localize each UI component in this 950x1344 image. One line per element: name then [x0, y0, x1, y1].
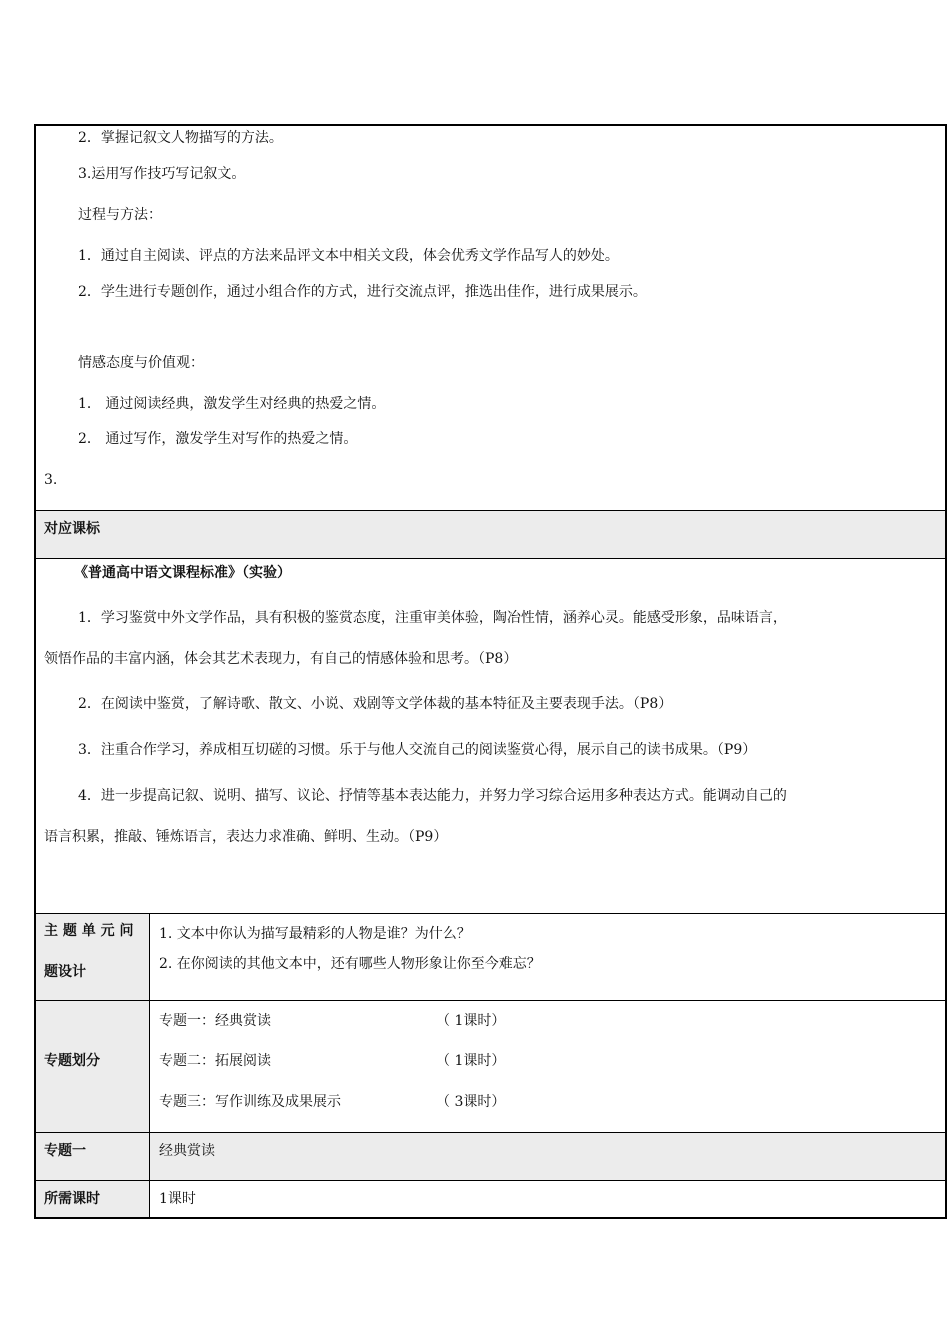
standard-item-1-line-2: 领悟作品的丰富内涵，体会其艺术表现力，有自己的情感体验和思考。（P8） — [44, 651, 518, 667]
topic-one-value: 经典赏读 — [159, 1143, 215, 1159]
row-divider — [34, 1000, 947, 1001]
standards-label: 对应课标 — [44, 521, 100, 537]
emotion-objective-2: 2． 通过写作，激发学生对写作的热爱之情。 — [78, 431, 358, 447]
standards-title: 《普通高中语文课程标准》（实验） — [74, 565, 291, 581]
theme-questions-label-line-1: 主 题 单 元 问 — [44, 923, 134, 939]
row-divider — [34, 1132, 947, 1133]
row-divider — [34, 1180, 947, 1181]
theme-question-2: 2. 在你阅读的其他文本中，还有哪些人物形象让你至今难忘？ — [159, 956, 541, 972]
emotion-objective-3: 3. — [44, 472, 58, 488]
emotion-heading: 情感态度与价值观： — [78, 355, 204, 371]
skill-objective-2: 2．掌握记叙文人物描写的方法。 — [78, 130, 283, 146]
topic-one-label: 专题一 — [44, 1143, 86, 1159]
emotion-objective-1: 1． 通过阅读经典，激发学生对经典的热爱之情。 — [78, 396, 386, 412]
hours-required-value: 1课时 — [159, 1191, 196, 1207]
standard-item-1-line-1: 1．学习鉴赏中外文学作品，具有积极的鉴赏态度，注重审美体验，陶冶性情，涵养心灵。能感受形象，品味语言， — [78, 610, 787, 626]
skill-objective-3: 3.运用写作技巧写记叙文。 — [78, 166, 246, 182]
column-divider — [149, 913, 150, 1218]
row-divider — [34, 558, 947, 559]
topics-label: 专题划分 — [44, 1053, 100, 1069]
process-objective-1: 1．通过自主阅读、评点的方法来品评文本中相关文段，体会优秀文学作品写人的妙处。 — [78, 248, 619, 264]
topic-item-2-hours: （ 1课时） — [436, 1053, 506, 1069]
theme-questions-label-line-2: 题设计 — [44, 964, 86, 980]
process-heading: 过程与方法： — [78, 207, 162, 223]
row-divider — [34, 913, 947, 914]
hours-required-label: 所需课时 — [44, 1191, 100, 1207]
topic-item-3-name: 专题三：写作训练及成果展示 — [159, 1094, 341, 1110]
standard-item-4-line-2: 语言积累，推敲、锤炼语言，表达力求准确、鲜明、生动。（P9） — [44, 829, 448, 845]
topic-item-2-name: 专题二：拓展阅读 — [159, 1053, 271, 1069]
topic-item-1-name: 专题一：经典赏读 — [159, 1013, 271, 1029]
row-divider — [34, 510, 947, 511]
standard-item-2: 2．在阅读中鉴赏，了解诗歌、散文、小说、戏剧等文学体裁的基本特征及主要表现手法。（P8） — [78, 696, 673, 712]
topic-item-3-hours: （ 3课时） — [436, 1094, 506, 1110]
standard-item-4-line-1: 4．进一步提高记叙、说明、描写、议论、抒情等基本表达能力，并努力学习综合运用多种表达方式。能调动自己的 — [78, 788, 787, 804]
process-objective-2: 2．学生进行专题创作，通过小组合作的方式，进行交流点评，推选出佳作，进行成果展示。 — [78, 284, 647, 300]
theme-question-1: 1. 文本中你认为描写最精彩的人物是谁？为什么？ — [159, 926, 471, 942]
standard-item-3: 3．注重合作学习，养成相互切磋的习惯。乐于与他人交流自己的阅读鉴赏心得，展示自己的读书成果。（P9） — [78, 742, 757, 758]
topic-item-1-hours: （ 1课时） — [436, 1013, 506, 1029]
